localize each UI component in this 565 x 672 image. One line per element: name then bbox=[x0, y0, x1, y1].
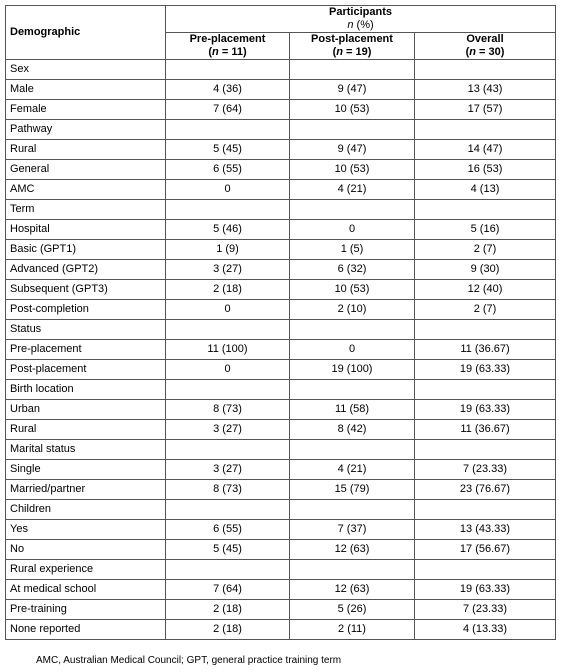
section-row bbox=[6, 440, 556, 460]
header-row-top bbox=[6, 6, 556, 33]
value-cell: 13 (43.33) bbox=[415, 520, 556, 540]
value-cell: 7 (64) bbox=[166, 100, 290, 120]
value-cell: 5 (46) bbox=[166, 220, 290, 240]
value-cell bbox=[290, 320, 415, 340]
value-cell: 8 (73) bbox=[166, 480, 290, 500]
section-label: Marital status bbox=[6, 440, 166, 460]
column-header-title: Pre-placement bbox=[189, 33, 266, 45]
value-cell bbox=[166, 320, 290, 340]
row-label: General bbox=[6, 160, 166, 180]
section-label: Sex bbox=[6, 60, 166, 80]
column-header bbox=[415, 33, 556, 60]
value-cell: 15 (79) bbox=[290, 480, 415, 500]
value-cell: 5 (45) bbox=[166, 540, 290, 560]
table-row bbox=[6, 520, 556, 540]
value-cell: 4 (36) bbox=[166, 80, 290, 100]
section-row bbox=[6, 180, 556, 200]
percent-label: (%) bbox=[353, 19, 374, 31]
n-symbol: n bbox=[347, 19, 354, 31]
value-cell bbox=[290, 380, 415, 400]
table-row bbox=[6, 420, 556, 440]
column-header-n: (n = 11) bbox=[208, 46, 247, 58]
value-cell bbox=[166, 500, 290, 520]
value-cell bbox=[166, 120, 290, 140]
column-header-n: (n = 30) bbox=[465, 46, 505, 58]
column-header bbox=[166, 33, 290, 60]
column-header-n: (n = 19) bbox=[332, 46, 372, 58]
value-cell: 2 (7) bbox=[415, 300, 556, 320]
value-cell: 6 (55) bbox=[166, 160, 290, 180]
row-label: Advanced (GPT2) bbox=[6, 260, 166, 280]
table-row bbox=[6, 240, 556, 260]
n-value: = 11 bbox=[218, 46, 243, 58]
row-label: None reported bbox=[6, 620, 166, 640]
value-cell: 3 (27) bbox=[166, 460, 290, 480]
section-label: Birth location bbox=[6, 380, 166, 400]
value-cell: 4 (21) bbox=[290, 180, 415, 200]
row-label: Urban bbox=[6, 400, 166, 420]
value-cell: 5 (26) bbox=[290, 600, 415, 620]
value-cell: 19 (63.33) bbox=[415, 400, 556, 420]
value-cell: 19 (100) bbox=[290, 360, 415, 380]
value-cell: 5 (16) bbox=[415, 220, 556, 240]
value-cell: 10 (53) bbox=[290, 100, 415, 120]
n-value: = 30 bbox=[475, 46, 501, 58]
participants-header-unit bbox=[170, 19, 551, 32]
value-cell: 14 (47) bbox=[415, 140, 556, 160]
value-cell: 13 (43) bbox=[415, 80, 556, 100]
value-cell: 9 (30) bbox=[415, 260, 556, 280]
value-cell: 23 (76.67) bbox=[415, 480, 556, 500]
n-symbol: n bbox=[469, 46, 476, 58]
section-row bbox=[6, 380, 556, 400]
value-cell: 2 (18) bbox=[166, 620, 290, 640]
row-label: Post-completion bbox=[6, 300, 166, 320]
value-cell bbox=[290, 60, 415, 80]
row-label: Pre-placement bbox=[6, 340, 166, 360]
value-cell: 12 (40) bbox=[415, 280, 556, 300]
table-row bbox=[6, 400, 556, 420]
section-label: Children bbox=[6, 500, 166, 520]
value-cell: 1 (9) bbox=[166, 240, 290, 260]
value-cell: 11 (36.67) bbox=[415, 340, 556, 360]
column-header-title: Overall bbox=[466, 33, 504, 45]
value-cell bbox=[166, 380, 290, 400]
value-cell: 11 (58) bbox=[290, 400, 415, 420]
value-cell bbox=[166, 560, 290, 580]
table-row bbox=[6, 540, 556, 560]
value-cell bbox=[290, 200, 415, 220]
value-cell bbox=[415, 560, 556, 580]
table-row bbox=[6, 600, 556, 620]
row-label: Hospital bbox=[6, 220, 166, 240]
section-row bbox=[6, 560, 556, 580]
value-cell: 0 bbox=[166, 360, 290, 380]
row-label: Rural bbox=[6, 420, 166, 440]
value-cell: 19 (63.33) bbox=[415, 360, 556, 380]
value-cell: 4 (13.33) bbox=[415, 620, 556, 640]
value-cell: 10 (53) bbox=[290, 280, 415, 300]
value-cell: 4 (21) bbox=[290, 460, 415, 480]
value-cell: 0 bbox=[290, 220, 415, 240]
row-label: Yes bbox=[6, 520, 166, 540]
value-cell: 3 (27) bbox=[166, 420, 290, 440]
table-row bbox=[6, 160, 556, 180]
value-cell: 16 (53) bbox=[415, 160, 556, 180]
value-cell bbox=[415, 440, 556, 460]
demographics-table bbox=[5, 5, 556, 640]
value-cell bbox=[166, 440, 290, 460]
value-cell: 11 (100) bbox=[166, 340, 290, 360]
value-cell: 2 (7) bbox=[415, 240, 556, 260]
value-cell: 10 (53) bbox=[290, 160, 415, 180]
section-label: Pathway bbox=[6, 120, 166, 140]
n-value: = 19 bbox=[342, 46, 368, 58]
table-row bbox=[6, 280, 556, 300]
n-symbol: n bbox=[336, 46, 343, 58]
value-cell: 6 (55) bbox=[166, 520, 290, 540]
value-cell: 17 (57) bbox=[415, 100, 556, 120]
column-header-title: Post-placement bbox=[311, 33, 393, 45]
value-cell bbox=[290, 500, 415, 520]
value-cell: 0 bbox=[166, 180, 290, 200]
value-cell: 8 (42) bbox=[290, 420, 415, 440]
demographic-header-label: Demographic bbox=[10, 26, 81, 38]
table-row bbox=[6, 260, 556, 280]
section-row bbox=[6, 120, 556, 140]
table-row bbox=[6, 300, 556, 320]
value-cell bbox=[415, 60, 556, 80]
value-cell: 7 (23.33) bbox=[415, 600, 556, 620]
value-cell: 7 (23.33) bbox=[415, 460, 556, 480]
section-label: Term bbox=[6, 200, 166, 220]
table-row bbox=[6, 580, 556, 600]
value-cell bbox=[290, 120, 415, 140]
row-label: Post-placement bbox=[6, 360, 166, 380]
section-label: Status bbox=[6, 320, 166, 340]
row-label: No bbox=[6, 540, 166, 560]
row-label: Basic (GPT1) bbox=[6, 240, 166, 260]
value-cell bbox=[415, 500, 556, 520]
participants-header-label: Participants bbox=[329, 6, 392, 18]
value-cell bbox=[166, 60, 290, 80]
section-row bbox=[6, 200, 556, 220]
value-cell: 6 (32) bbox=[290, 260, 415, 280]
value-cell: 11 (36.67) bbox=[415, 420, 556, 440]
value-cell bbox=[290, 440, 415, 460]
section-row bbox=[6, 320, 556, 340]
table-header bbox=[6, 6, 556, 60]
value-cell: 2 (11) bbox=[290, 620, 415, 640]
value-cell bbox=[415, 200, 556, 220]
participants-header bbox=[166, 6, 556, 33]
section-row bbox=[6, 500, 556, 520]
value-cell: 8 (73) bbox=[166, 400, 290, 420]
row-label: Female bbox=[6, 100, 166, 120]
row-label: Male bbox=[6, 80, 166, 100]
value-cell bbox=[415, 120, 556, 140]
value-cell bbox=[415, 380, 556, 400]
table-row bbox=[6, 620, 556, 640]
value-cell: 2 (18) bbox=[166, 280, 290, 300]
section-label: AMC bbox=[6, 180, 166, 200]
table-row bbox=[6, 140, 556, 160]
table-row bbox=[6, 100, 556, 120]
value-cell: 12 (63) bbox=[290, 580, 415, 600]
table-row bbox=[6, 80, 556, 100]
section-row bbox=[6, 60, 556, 80]
table-row bbox=[6, 480, 556, 500]
row-label: Married/partner bbox=[6, 480, 166, 500]
table-row bbox=[6, 360, 556, 380]
value-cell: 17 (56.67) bbox=[415, 540, 556, 560]
value-cell: 7 (64) bbox=[166, 580, 290, 600]
section-label: Rural experience bbox=[6, 560, 166, 580]
value-cell: 1 (5) bbox=[290, 240, 415, 260]
value-cell: 3 (27) bbox=[166, 260, 290, 280]
table-row bbox=[6, 460, 556, 480]
table-footnote: AMC, Australian Medical Council; GPT, general practice training term bbox=[36, 655, 342, 666]
value-cell bbox=[166, 200, 290, 220]
value-cell: 0 bbox=[290, 340, 415, 360]
value-cell: 2 (10) bbox=[290, 300, 415, 320]
value-cell: 7 (37) bbox=[290, 520, 415, 540]
row-label: Pre-training bbox=[6, 600, 166, 620]
value-cell: 9 (47) bbox=[290, 140, 415, 160]
value-cell: 5 (45) bbox=[166, 140, 290, 160]
column-header bbox=[290, 33, 415, 60]
table-row bbox=[6, 340, 556, 360]
value-cell: 0 bbox=[166, 300, 290, 320]
table-row bbox=[6, 220, 556, 240]
demographic-header bbox=[6, 6, 166, 60]
n-symbol: n bbox=[212, 46, 219, 58]
value-cell: 19 (63.33) bbox=[415, 580, 556, 600]
row-label: Rural bbox=[6, 140, 166, 160]
row-label: Single bbox=[6, 460, 166, 480]
table-body bbox=[6, 60, 556, 640]
value-cell: 4 (13) bbox=[415, 180, 556, 200]
value-cell: 9 (47) bbox=[290, 80, 415, 100]
value-cell bbox=[415, 320, 556, 340]
value-cell bbox=[290, 560, 415, 580]
row-label: At medical school bbox=[6, 580, 166, 600]
row-label: Subsequent (GPT3) bbox=[6, 280, 166, 300]
value-cell: 12 (63) bbox=[290, 540, 415, 560]
value-cell: 2 (18) bbox=[166, 600, 290, 620]
